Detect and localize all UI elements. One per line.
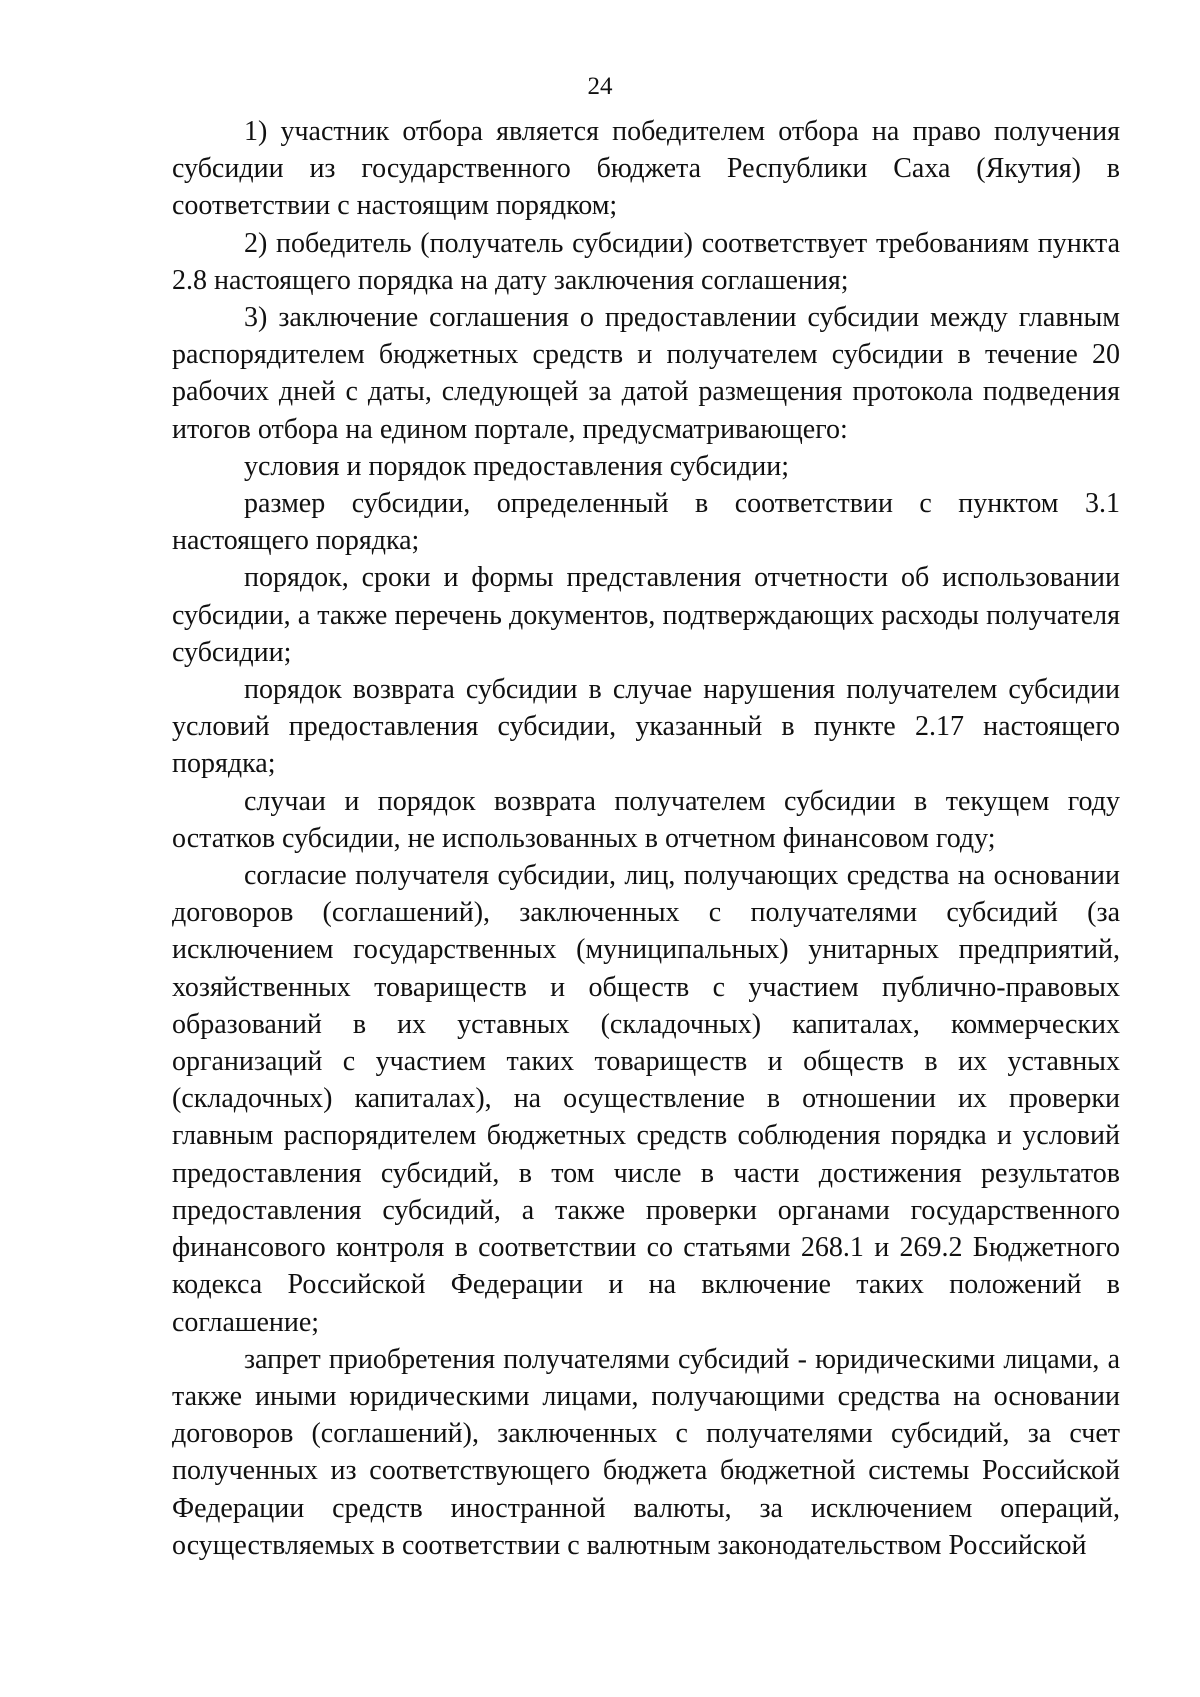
paragraph-conditions: условия и порядок предоставления субсидии;: [244, 450, 790, 482]
paragraph-subsidy-amount: размер субсидии, определенный в соответствии с пунктом 3.1 настоящего порядка;: [172, 488, 1120, 557]
document-body: [172, 113, 1120, 1564]
paragraph-remaining-funds: случаи и порядок возврата получателем субсидии в текущем году остатков субсидии, не использованных в отчетном финансовом году;: [172, 785, 1120, 854]
paragraph-item-1: 1) участник отбора является победителем отбора на право получения субсидии из государственного бюджета Республики Саха (Якутия) в соответствии с настоящим порядком;: [172, 116, 1120, 222]
paragraph-consent: согласие получателя субсидии, лиц, получающих средства на основании договоров (соглашений), заключенных с получателями субсидий (за исключением государственных (муниципальных) унитарных предприятий, хозяйственных товариществ и обществ с участием публично-правовых образований в их уставных (складочных) капиталах, коммерческих организаций с участием таких товариществ и обществ в их уставных (складочных) капиталах), на осуществление в отношении их проверки главным распорядителем бюджетных средств соблюдения порядка и условий предоставления субсидий, в том числе в части достижения результатов предоставления субсидий, а также проверки органами государственного финансового контроля в соответствии со статьями 268.1 и 269.2 Бюджетного кодекса Российской Федерации и на включение таких положений в соглашение;: [172, 860, 1120, 1338]
paragraph-item-2: 2) победитель (получатель субсидии) соответствует требованиям пункта 2.8 настоящего порядка на дату заключения соглашения;: [172, 227, 1120, 296]
paragraph-return-procedure: порядок возврата субсидии в случае нарушения получателем субсидии условий предоставления субсидии, указанный в пункте 2.17 настоящего порядка;: [172, 674, 1120, 780]
paragraph-currency-ban: запрет приобретения получателями субсидий - юридическими лицами, а также иными юридическими лицами, получающими средства на основании договоров (соглашений), заключенных с получателями субсидий, за счет полученных из соответствующего бюджета бюджетной системы Российской Федерации средств иностранной валюты, за исключением операций, осуществляемых в соответствии с валютным законодательством Российской: [172, 1343, 1120, 1561]
paragraph-reporting: порядок, сроки и формы представления отчетности об использовании субсидии, а также перечень документов, подтверждающих расходы получателя субсидии;: [172, 562, 1120, 668]
page-number: 24: [587, 73, 613, 100]
paragraph-item-3: 3) заключение соглашения о предоставлении субсидии между главным распорядителем бюджетных средств и получателем субсидии в течение 20 рабочих дней с даты, следующей за датой размещения протокола подведения итогов отбора на едином портале, предусматривающего:: [172, 302, 1120, 445]
